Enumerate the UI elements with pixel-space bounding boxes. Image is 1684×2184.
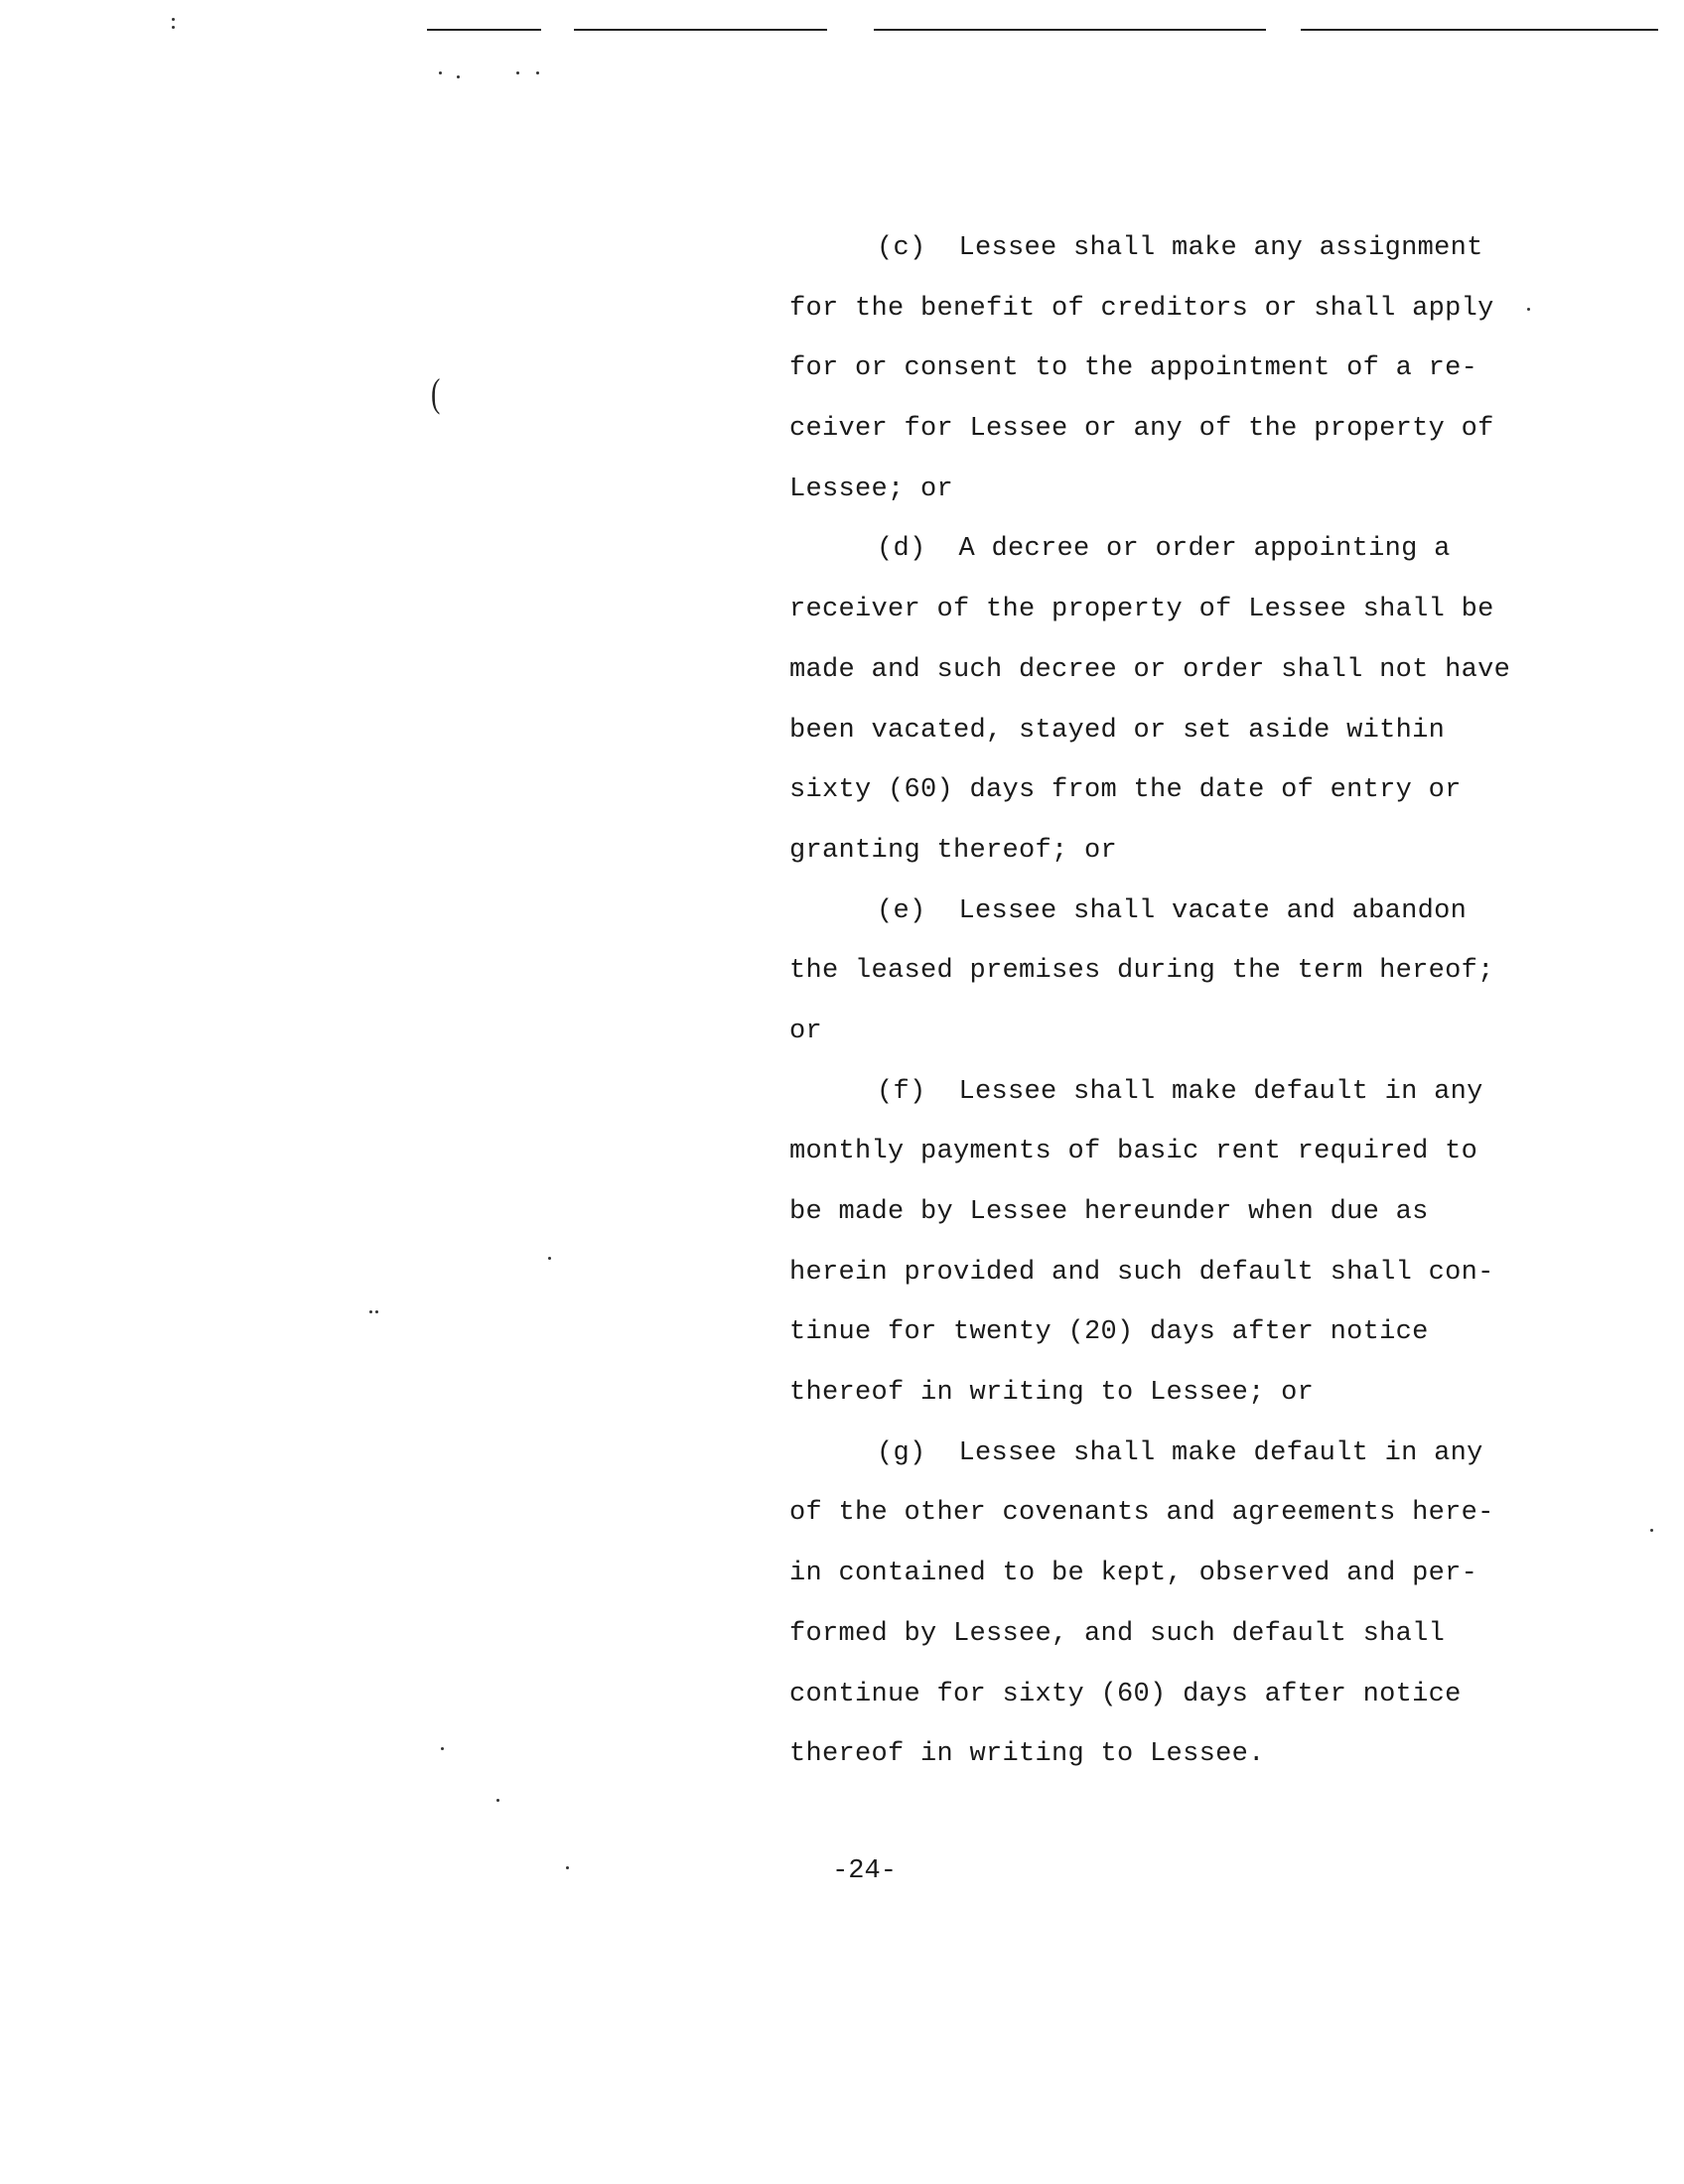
paragraph-g-line: of the other covenants and agreements here- (789, 1498, 1494, 1529)
paragraph-c-line: Lessee; or (789, 474, 954, 504)
paragraph-c-line: for or consent to the appointment of a re- (789, 353, 1478, 384)
paragraph-d-line: sixty (60) days from the date of entry or (789, 775, 1462, 806)
scan-rule (574, 29, 827, 31)
scan-speck (375, 1310, 378, 1313)
paragraph-f-line: thereof in writing to Lessee; or (789, 1378, 1315, 1409)
paragraph-g-line: in contained to be kept, observed and per- (789, 1559, 1478, 1589)
paragraph-g-line: continue for sixty (60) days after notice (789, 1679, 1462, 1709)
margin-bracket-mark: ( (430, 370, 441, 415)
page-number: -24- (832, 1856, 897, 1886)
paragraph-g-line: (g) Lessee shall make default in any (877, 1437, 1483, 1468)
paragraph-f-line: monthly payments of basic rent required to (789, 1137, 1478, 1167)
paragraph-e-line: the leased premises during the term hereof; (789, 956, 1494, 987)
scan-speck (457, 75, 460, 78)
scan-speck (536, 71, 539, 74)
paragraph-c-line: (c) Lessee shall make any assignment (877, 233, 1483, 263)
scan-speck (548, 1257, 551, 1260)
scan-rule (1301, 29, 1658, 31)
paragraph-g-line: thereof in writing to Lessee. (789, 1739, 1265, 1770)
paragraph-g-line: formed by Lessee, and such default shall (789, 1618, 1446, 1649)
scan-rule (874, 29, 1266, 31)
paragraph-e-line: or (789, 1016, 823, 1046)
scan-speck (516, 71, 519, 74)
scan-rule (427, 29, 541, 31)
paragraph-d-line: made and such decree or order shall not have (789, 654, 1511, 685)
paragraph-d-line: receiver of the property of Lessee shall be (789, 595, 1494, 625)
scan-speck (496, 1799, 499, 1802)
scan-speck (172, 18, 175, 21)
paragraph-d-line: granting thereof; or (789, 835, 1118, 866)
paragraph-f-line: (f) Lessee shall make default in any (877, 1076, 1483, 1107)
paragraph-c-line: for the benefit of creditors or shall apply (789, 293, 1494, 324)
scan-speck (1527, 308, 1530, 311)
scan-speck (1650, 1529, 1653, 1532)
scan-speck (172, 26, 175, 29)
lease-clause-text (789, 218, 1524, 1785)
scan-speck (369, 1310, 372, 1313)
scan-speck (441, 1747, 444, 1750)
paragraph-e-line: (e) Lessee shall vacate and abandon (877, 895, 1468, 926)
paragraph-d-line: been vacated, stayed or set aside within (789, 715, 1446, 746)
paragraph-d-line: (d) A decree or order appointing a (877, 534, 1451, 565)
paragraph-f-line: tinue for twenty (20) days after notice (789, 1317, 1429, 1348)
paragraph-f-line: be made by Lessee hereunder when due as (789, 1197, 1429, 1227)
scan-speck (439, 71, 442, 74)
paragraph-f-line: herein provided and such default shall con- (789, 1257, 1494, 1288)
paragraph-c-line: ceiver for Lessee or any of the property of (789, 414, 1494, 445)
